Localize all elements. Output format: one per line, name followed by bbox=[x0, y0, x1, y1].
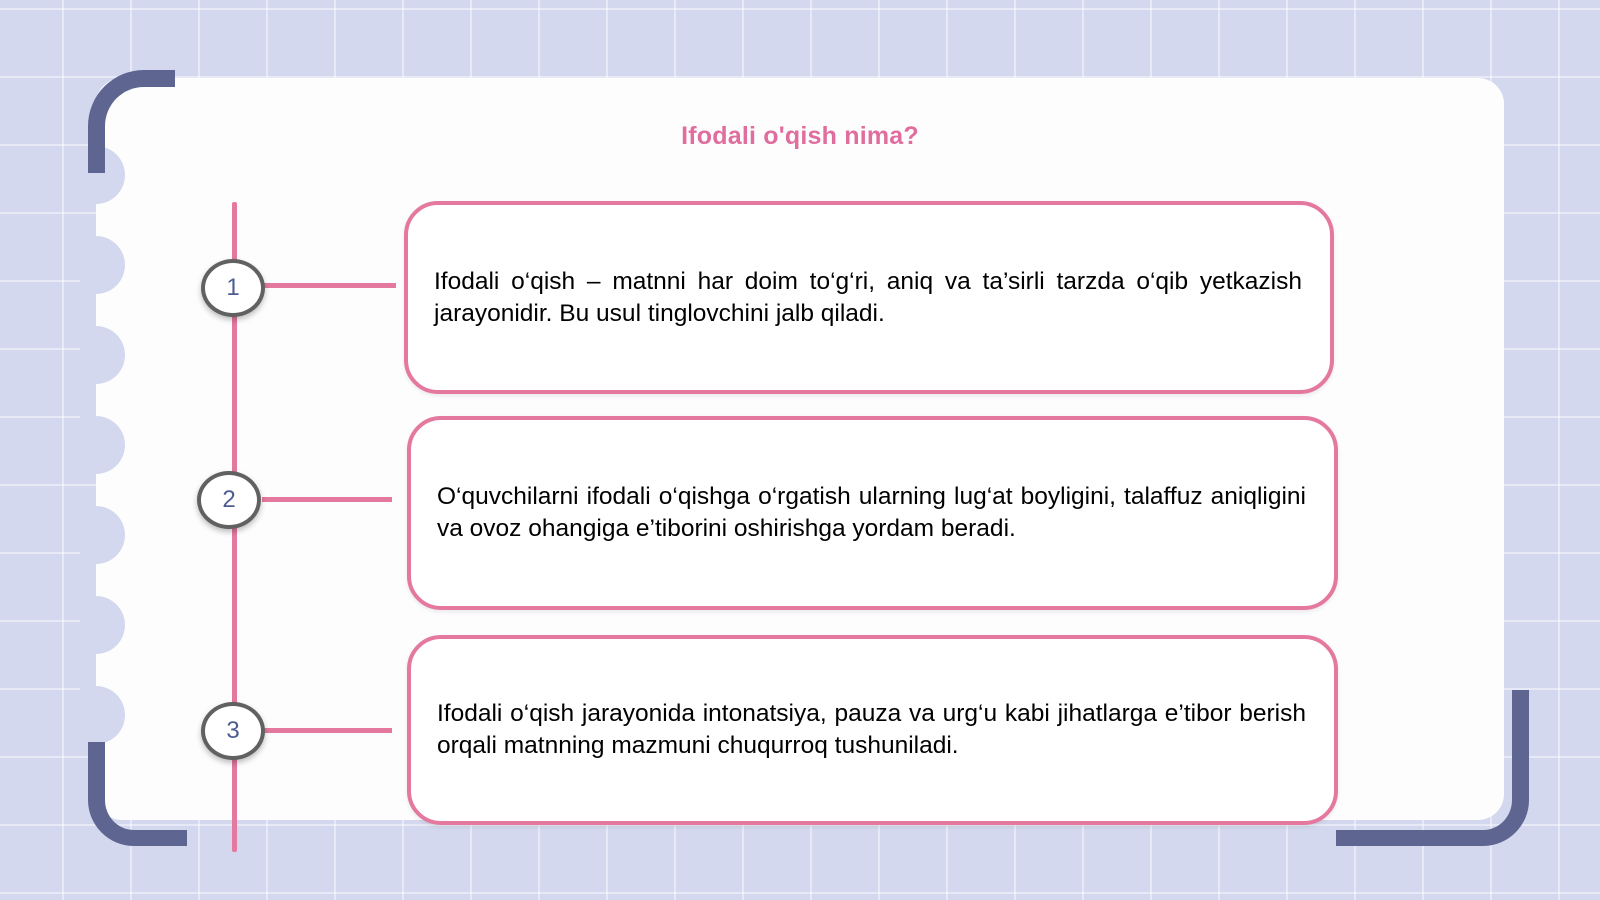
info-card-2 bbox=[407, 416, 1338, 610]
corner-bracket-bottom-right bbox=[1336, 690, 1529, 846]
timeline-connector-2 bbox=[262, 497, 392, 502]
step-number-1: 1 bbox=[201, 259, 265, 317]
step-number-3: 3 bbox=[201, 702, 265, 760]
timeline-connector-3 bbox=[262, 728, 392, 733]
info-card-text: O‘quvchilarni ifodali o‘qishga o‘rgatish ularning lug‘at boyligini, talaffuz aniqligini va ovoz ohangiga e’tiborini oshirishga yordam beradi. bbox=[437, 483, 1306, 542]
info-card-text: Ifodali o‘qish jarayonida intonatsiya, pauza va urg‘u kabi jihatlarga e’tibor berish orqali matnning mazmuni chuqurroq tushuniladi. bbox=[437, 700, 1306, 759]
info-card-text: Ifodali o‘qish – matnni har doim to‘g‘ri, aniq va ta’sirli tarzda o‘qib yetkazish jarayonidir. Bu usul tinglovchini jalb qiladi. bbox=[434, 267, 1302, 327]
corner-bracket-top-left bbox=[88, 70, 175, 173]
step-number-2: 2 bbox=[197, 471, 261, 529]
info-card-3 bbox=[407, 635, 1338, 825]
corner-bracket-bottom-left bbox=[88, 742, 187, 846]
info-card-1 bbox=[404, 201, 1334, 394]
slide-title: Ifodali o'qish nima? bbox=[681, 122, 919, 150]
timeline-connector-1 bbox=[262, 283, 396, 288]
